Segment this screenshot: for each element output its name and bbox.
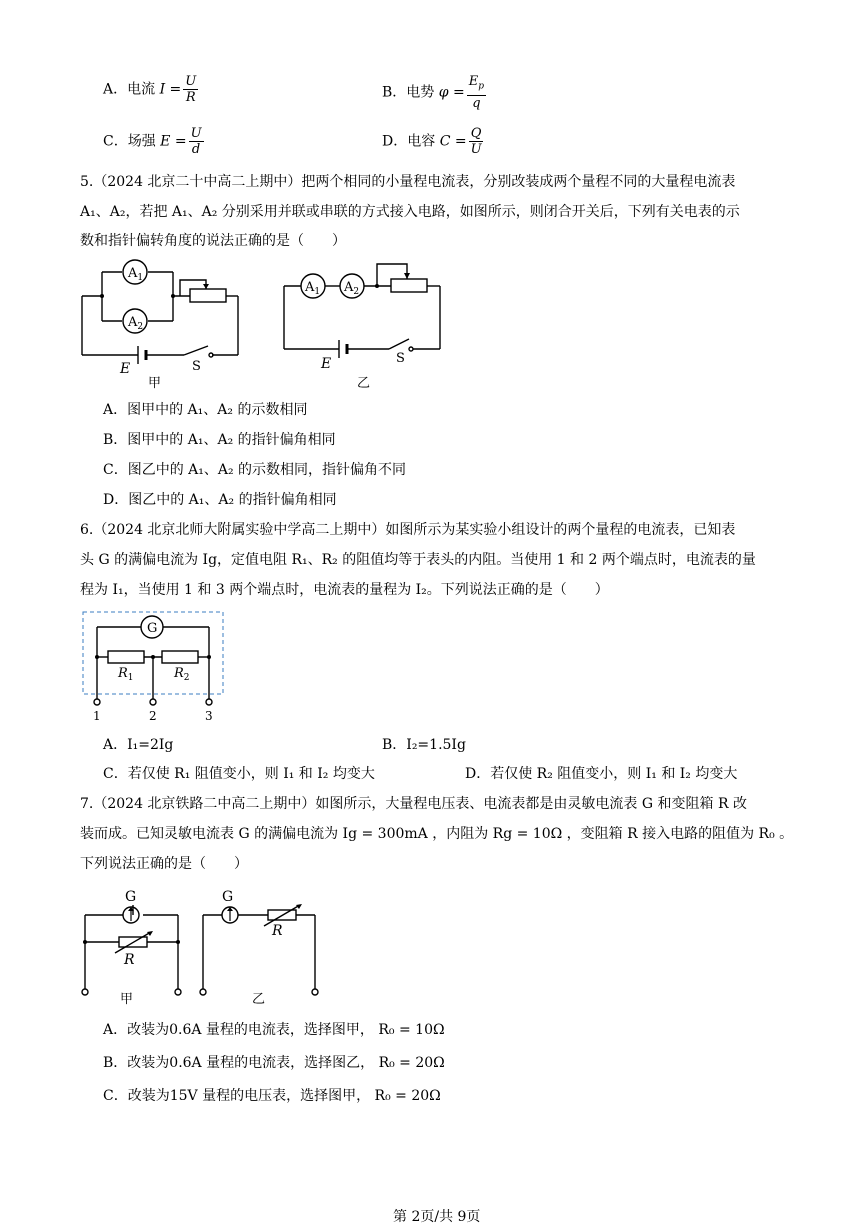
q5-option-b: B．图甲中的 A₁、A₂ 的指针偏角相同 — [103, 432, 336, 448]
q4-option-d-den: U — [470, 142, 482, 157]
q4-option-b-lhs: φ = — [438, 84, 465, 101]
q4-option-d — [382, 126, 484, 157]
q4-option-b-num-wrap — [467, 74, 486, 96]
q4-option-c-num: U — [190, 126, 202, 141]
q4-option-c-fraction — [189, 126, 204, 157]
q7-jia-caption: 甲 — [120, 992, 134, 1007]
q4-option-d-prefix: D．电容 — [382, 133, 440, 150]
q7-option-b: B．改装为0.6A 量程的电流表，选择图乙， R₀ = 20Ω — [103, 1055, 445, 1071]
q4-option-b-num: E — [468, 74, 479, 89]
q4-option-d-num: Q — [470, 126, 482, 141]
q5-yi-caption: 乙 — [357, 376, 371, 391]
q6-option-a: A．I₁=2Ig — [103, 737, 174, 753]
q5-yi-s-label: S — [396, 351, 405, 366]
q4-option-b-num-sub: p — [478, 81, 484, 92]
q5-option-c: C．图乙中的 A₁、A₂ 的示数相同，指针偏角不同 — [103, 462, 407, 478]
q6-terminal-3: 3 — [205, 709, 213, 723]
q5-circuit-yi — [275, 258, 455, 393]
q7-circuit-jia — [75, 885, 195, 1010]
q7-yi-g-label: G — [222, 889, 234, 905]
q5-yi-e-label: E — [321, 356, 332, 372]
q4-option-d-lhs: C = — [439, 133, 467, 150]
q6-terminal-1: 1 — [93, 709, 101, 723]
q4-option-c — [103, 126, 204, 157]
q5-stem-line3: 数和指针偏转角度的说法正确的是（ ） — [80, 233, 346, 249]
q6-terminal-2: 2 — [149, 709, 157, 723]
q6-r1-label: $R_1$ — [118, 666, 134, 683]
q4-option-b-fraction — [467, 74, 486, 111]
q4-option-a-lhs: I = — [159, 81, 182, 98]
q5-option-d: D．图乙中的 A₁、A₂ 的指针偏角相同 — [103, 492, 337, 508]
q4-option-a-prefix: A．电流 — [103, 81, 160, 98]
q4-option-a-num: U — [185, 74, 197, 89]
q6-stem-line2: 头 G 的满偏电流为 Ig，定值电阻 R₁、R₂ 的阻值均等于表头的内阻。当使用 1 和 2 两个端点时，电流表的量 — [80, 552, 756, 568]
q6-stem-line3: 程为 I₁，当使用 1 和 3 两个端点时，电流表的量程为 I₂。下列说法正确的是（ ） — [80, 582, 609, 598]
q4-option-b-prefix: B．电势 — [382, 84, 439, 101]
q6-option-b: B．I₂=1.5Ig — [382, 737, 466, 753]
q4-option-a-fraction — [183, 74, 198, 105]
q4-option-b-den: q — [472, 95, 481, 111]
q4-option-c-prefix: C．场强 — [103, 133, 161, 150]
q4-option-a — [103, 74, 198, 105]
q5-a1-label: $A_1$ — [128, 266, 144, 283]
q5-stem-line1: 5.（2024 北京二十中高二上期中）把两个相同的小量程电流表，分别改装成两个量程不同的大量程电流表 — [80, 174, 736, 190]
q5-jia-caption: 甲 — [148, 376, 162, 391]
q7-circuit-yi — [195, 885, 325, 1010]
q5-yi-a1-label: $A_1$ — [305, 280, 321, 297]
q4-option-a-den: R — [185, 90, 196, 105]
q5-yi-a2-label: $A_2$ — [344, 280, 360, 297]
q4-option-b — [382, 74, 486, 111]
q6-option-d: D．若仅使 R₂ 阻值变小，则 I₁ 和 I₂ 均变大 — [465, 766, 738, 782]
q6-option-c: C．若仅使 R₁ 阻值变小，则 I₁ 和 I₂ 均变大 — [103, 766, 375, 782]
page-footer: 第 2页/共 9页 — [393, 1209, 481, 1225]
q7-option-a: A．改装为0.6A 量程的电流表，选择图甲， R₀ = 10Ω — [103, 1022, 445, 1038]
q5-jia-s-label: S — [192, 359, 201, 374]
q5-option-a: A．图甲中的 A₁、A₂ 的示数相同 — [103, 402, 308, 418]
q4-option-c-den: d — [191, 142, 201, 157]
q7-option-c: C．改装为15V 量程的电压表，选择图甲， R₀ = 20Ω — [103, 1088, 441, 1104]
q7-yi-r-label: R — [272, 923, 283, 939]
q4-option-d-fraction — [469, 126, 484, 157]
q7-jia-g-label: G — [125, 889, 137, 905]
q5-stem-line2: A₁、A₂，若把 A₁、A₂ 分别采用并联或串联的方式接入电路，如图所示，则闭合开关后，下列有关电表的示 — [80, 204, 740, 220]
q4-option-c-lhs: E = — [160, 133, 187, 150]
q7-stem-line2: 装而成。已知灵敏电流表 G 的满偏电流为 Ig = 300mA ，内阻为 Rg = 10Ω ，变阻箱 R 接入电路的阻值为 R₀ 。 — [80, 826, 794, 842]
q7-jia-r-label: R — [124, 952, 135, 968]
q6-g-label: G — [147, 621, 158, 636]
q5-jia-e-label: E — [120, 361, 131, 377]
q5-circuit-jia — [70, 258, 250, 393]
q6-r2-label: $R_2$ — [174, 666, 190, 683]
q5-a2-label: $A_2$ — [128, 315, 144, 332]
q6-stem-line1: 6.（2024 北京北师大附属实验中学高二上期中）如图所示为某实验小组设计的两个量程的电流表，已知表 — [80, 522, 736, 538]
q7-stem-line1: 7.（2024 北京铁路二中高二上期中）如图所示，大量程电压表、电流表都是由灵敏电流表 G 和变阻箱 R 改 — [80, 796, 747, 812]
q6-circuit — [80, 608, 230, 728]
q7-stem-line3: 下列说法正确的是（ ） — [80, 856, 248, 872]
q7-yi-caption: 乙 — [252, 992, 266, 1007]
